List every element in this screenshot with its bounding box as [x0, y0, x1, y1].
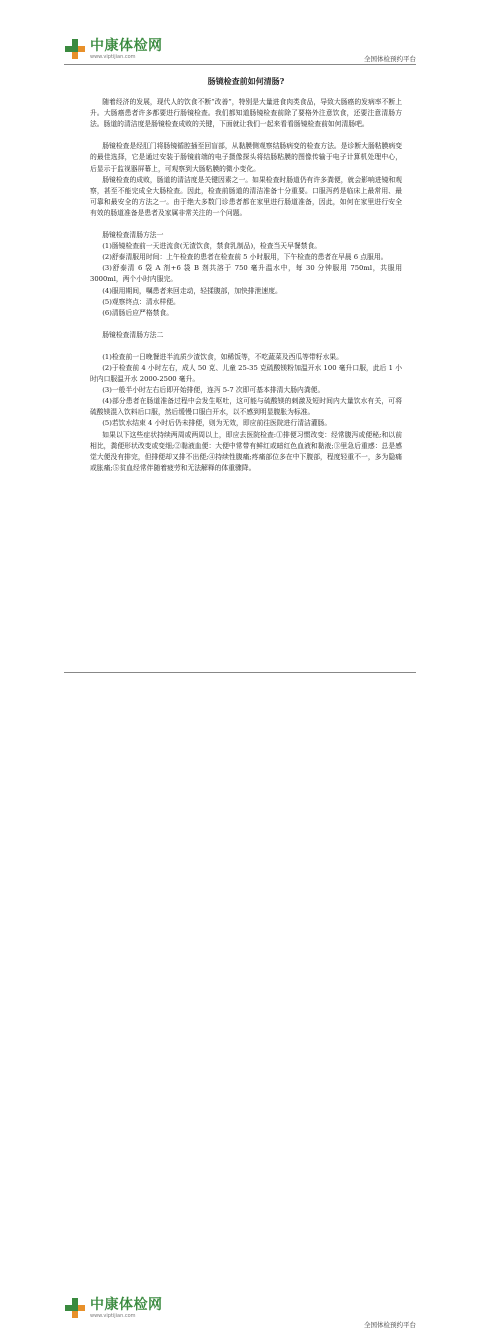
- paragraph: (1)检查前一日晚餐进半流质少渣饮食，如稀饭等，不吃蔬菜及西瓜等带籽水果。: [102, 352, 343, 361]
- paragraph: (4)服用期间，嘱患者来回走动，轻揉腹部，加快排泄速度。: [102, 286, 282, 295]
- paragraph: 肠镜检查清肠方法二: [102, 330, 164, 339]
- paragraph-gap: [90, 130, 402, 141]
- article-title: 肠镜检查前如何清肠?: [207, 76, 285, 86]
- page-header: [0, 0, 496, 66]
- paragraph-gap: [90, 219, 402, 230]
- logo-name: 中康体检网: [90, 37, 163, 54]
- site-logo: [64, 36, 163, 62]
- paragraph: (5)观察终点：清水样便。: [102, 297, 180, 306]
- footer-logo: [64, 1295, 163, 1321]
- logo-cross-icon: [64, 38, 86, 60]
- paragraph: (3)一般半小时左右后即开始排便，连泻 5-7 次即可基本排清大肠内粪便。: [102, 386, 325, 395]
- paragraph: (2)于检查前 4 小时左右，成人 50 克、儿童 25-35 克硫酸镁粉加温开水 100 毫升口服，此后 1 小时内口服温开水 2000-2500 毫升。: [90, 363, 402, 384]
- paragraph: 随着经济的发展，现代人的饮食不断“改善”，特别是大量进食肉类食品，导致大肠癌的发病率不断上升。大肠癌患者许多都要进行肠镜检查。我们都知道肠镜检查前除了要格外注意饮食，还要注意清肠方法。肠道的清洁度是肠镜检查成败的关键，下面就让我们一起来看看肠镜检查前如何清肠吧。: [90, 98, 402, 129]
- logo-cross-icon: [64, 1297, 86, 1319]
- site-tagline: 全国体检预约平台: [364, 55, 416, 63]
- article-body: [90, 97, 402, 474]
- paragraph: 如果以下这些症状持续两周或两周以上，即应去医院检查:①排便习惯改变：经常腹泻或便秘;和以前相比，粪便形状改变或变细;②黏液血便：大便中常带有鲜红或暗红色血液和黏液;③里急后重感：总是感觉大便没有排完，但排便却又排不出便;④持续性腹痛;疼痛部位多在中下腹部，程度轻重不一，多为隐痛或胀痛;⑤贫血经常伴随着疲劳和无法解释的体重骤降。: [90, 430, 402, 472]
- paragraph: (6)清肠后应严格禁食。: [102, 308, 174, 317]
- article: [90, 76, 402, 474]
- paragraph-gap: [90, 319, 402, 330]
- header-divider: [64, 64, 416, 65]
- logo-url: www.viptijian.com: [90, 1312, 136, 1319]
- paragraph: (3)舒泰清 6 袋 A 剂+6 袋 B 剂共溶于 750 毫升温水中，每 30 分钟服用 750ml，共服用 3000ml，两个小时内服完。: [90, 264, 402, 284]
- paragraph: (2)舒泰清服用时间：上午检查的患者在检查前 5 小时服用，下午检查的患者在早晨 6 点服用。: [102, 253, 388, 262]
- page-footer: [0, 640, 496, 1329]
- site-tagline: 全国体检预约平台: [364, 1321, 416, 1329]
- logo-name: 中康体检网: [90, 1296, 163, 1313]
- paragraph: (5)若饮水结束 4 小时后仍未排便，则为无效，即应前往医院进行清洁灌肠。: [102, 419, 332, 428]
- paragraph-gap: [90, 341, 402, 352]
- paragraph: 肠镜检查是经肛门将肠镜循腔插至回盲部，从黏膜侧观察结肠病变的检查方法。是诊断大肠粘膜病变的最佳选择，它是通过安装于肠镜前端的电子摄像探头将结肠粘膜的图像传输于电子计算机处理中心，后显示于监视器屏幕上，可观察到大肠粘膜的微小变化。: [90, 142, 402, 173]
- paragraph: 肠镜检查清肠方法一: [102, 231, 164, 240]
- logo-url: www.viptijian.com: [90, 53, 136, 60]
- paragraph: (1)肠镜检查前一天进流食(无渣饮食，禁食乳制品)，检查当天早餐禁食。: [102, 242, 322, 251]
- paragraph: 肠镜检查的成败，肠道的清洁度是关键因素之一。如果检查时肠道仍有许多粪便，就会影响进镜和观察，甚至不能完成全大肠检查。因此，检查前肠道的清洁准备十分重要。口服泻药是临床上最常用、最可靠和最安全的方法之一。由于绝大多数门诊患者都在家里进行肠道准备，因此，如何在家里进行安全有效的肠道准备是患者及家属非常关注的一个问题。: [90, 175, 402, 217]
- paragraph: (4)部分患者在肠道准备过程中会发生呕吐，这可能与硫酸镁的刺激及短时间内大量饮水有关，可将硫酸镁混入饮料后口服，然后缓慢口服白开水，以不感到明显腹胀为标准。: [90, 397, 402, 417]
